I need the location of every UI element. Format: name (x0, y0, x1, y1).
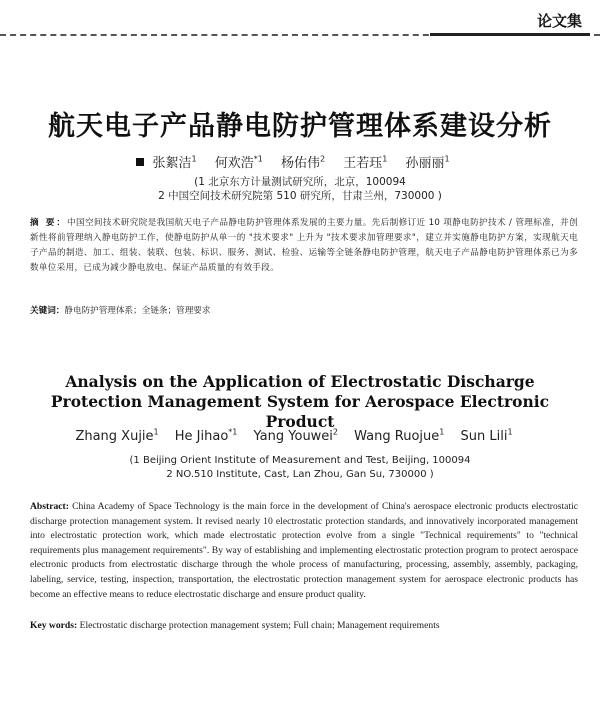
cn-title: 航天电子产品静电防护管理体系建设分析 (48, 111, 552, 142)
cn-abstract (30, 216, 578, 276)
cn-author: 张絮洁$^1$ (152, 154, 197, 171)
author-bullet-icon (136, 158, 144, 166)
cn-abstract-label: 摘 要： (30, 218, 68, 228)
en-affiliation-1: (1 Beijing Orient Institute of Measurement and Test, Beijing, 100094 (129, 455, 471, 466)
en-author: Yang Youwei$^2$ (253, 428, 339, 445)
en-keywords-text: Electrostatic discharge protection management system; Full chain; Management requirements (79, 620, 440, 631)
page-header (0, 0, 600, 44)
en-author: Sun Lili$^1$ (460, 428, 513, 445)
cn-author: 王若珏$^1$ (343, 154, 388, 171)
cn-keywords-text: 静电防护管理体系；全链条；管理要求 (64, 306, 211, 316)
cn-keywords (30, 304, 578, 318)
header-solid-rule (430, 33, 590, 36)
en-abstract-text: China Academy of Space Technology is the main force in the development of China's aerospace electronic products electrostatic discharge protection management system. It revised nearly 10 electrostatic protection standards, and innovatively incorporated management into electrostatic protection work, which made electrostatic protection evolve from a single "Technical requirements" to "technical requirements plus management requirements". By way of establishing and implementing electrostatic protection program to protect aerospace electronic products from electrostatic discharge through the whole process of manufacturing, processing, assembly, assembly, packaging, labeling, service, testing, inspection, transportation, the electrostatic protection management system for aerospace electronic products has become an effective means to reduce electrostatic discharge and ensure product quality. (30, 501, 578, 600)
cn-keywords-label: 关键词： (30, 306, 65, 316)
cn-affiliation-1: (1 北京东方计量测试研究所，北京，100094 (194, 176, 406, 188)
cn-abstract-text: 中国空间技术研究院是我国航天电子产品静电防护管理体系发展的主要力量。先后制修订近 10 项静电防护技术 / 管理标准，并创新性将前管理纳入静电防护工作，使静电防护从单一的 "技术要求" 上升为 "技术要求加管理要求"，建立并实施静电防护方案，实现航天电子产品的制造、加工、组装、装联、包装、标识、服务、测试、检验、运输等全链条静电防护管理，航天电子产品静电防护管理体系已为多数单位采用，已成为减少静电放电、保证产品质量的有效手段。 (30, 218, 578, 273)
en-affiliation-2: 2 NO.510 Institute, Cast, Lan Zhou, Gan Su, 730000 ) (166, 469, 434, 480)
en-abstract (30, 500, 578, 602)
en-author: Zhang Xujie$^1$ (75, 428, 159, 445)
cn-affiliation-2: 2 中国空间技术研究院第 510 研究所，甘肃兰州，730000 ) (158, 190, 442, 202)
en-keywords (30, 619, 578, 633)
en-author: He Jihao$^{*1}$ (174, 428, 238, 445)
section-label: 论文集 (536, 12, 582, 30)
en-authors (0, 428, 600, 444)
en-author: Wang Ruojue$^1$ (354, 428, 445, 445)
cn-author: 杨佑伟$^2$ (281, 154, 326, 171)
cn-authors (0, 152, 600, 171)
cn-author: 孙丽丽$^1$ (405, 154, 450, 171)
en-keywords-label: Key words: (30, 620, 78, 631)
en-abstract-label: Abstract: (30, 501, 69, 512)
cn-author: 何欢浩$^{*1}$ (214, 154, 263, 171)
en-title: Analysis on the Application of Electrostatic Discharge Protection Management System for Aerospace Electronic Product (50, 372, 550, 431)
